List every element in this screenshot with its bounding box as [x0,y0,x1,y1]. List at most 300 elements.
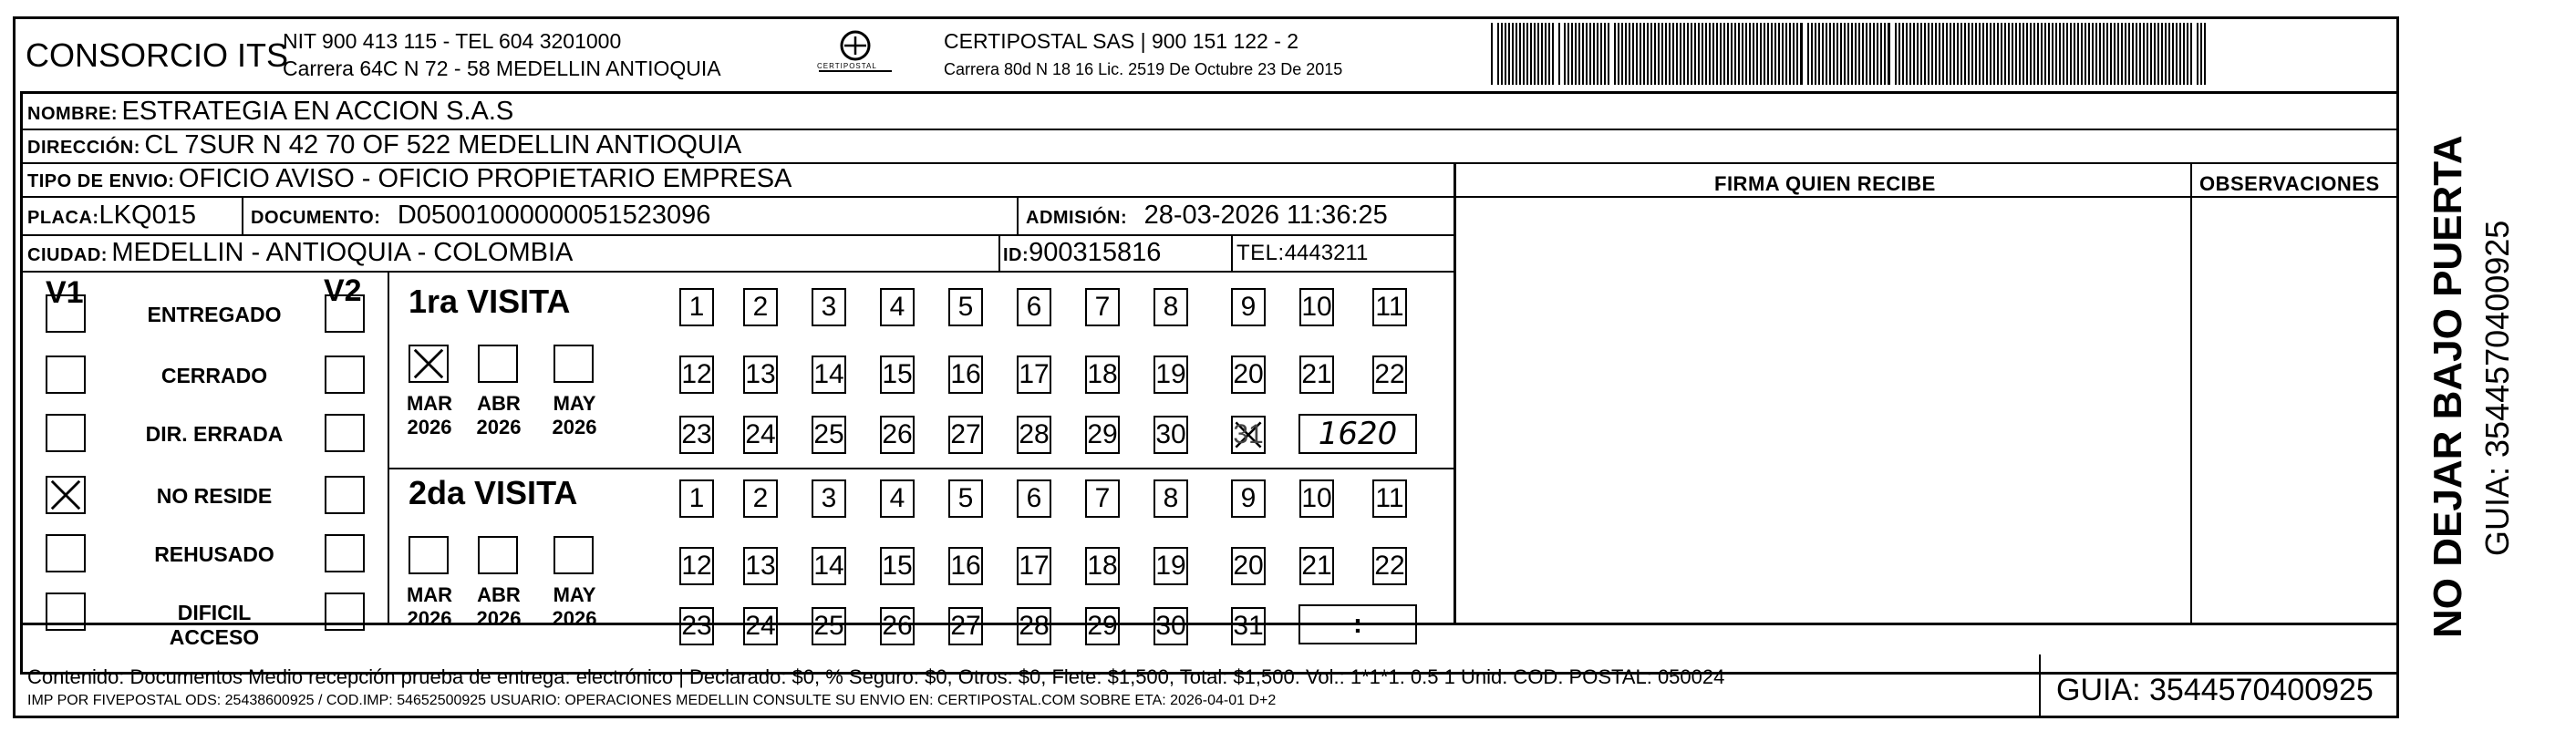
barcode-bar [1519,23,1521,85]
status-label: DIR. ERRADA [145,422,284,446]
barcode-bar [1705,23,1707,85]
barcode-bar [1873,23,1875,85]
barcode-bar [1647,23,1649,85]
barcode-bar [1680,23,1681,85]
day-box[interactable]: 9 [1231,288,1266,326]
v1-label: V1 [46,275,84,310]
barcode-bar [1734,23,1736,85]
barcode-bar [2052,23,2054,85]
barcode-bar [2132,23,2134,85]
barcode-bar [1636,23,1638,85]
barcode-bar [1578,23,1580,85]
barcode-bar [1694,23,1696,85]
company-nit: NIT 900 413 115 - TEL 604 3201000 [283,29,622,53]
barcode-bar [1508,23,1510,85]
month-year: 2026 [407,416,452,438]
barcode-bar [1742,23,1743,85]
day-box[interactable]: 5 [948,479,983,518]
day-box[interactable]: 19 [1154,547,1188,585]
v1-checkbox[interactable] [46,356,86,394]
barcode-bar [2168,23,2170,85]
documento-value: D05001000000051523096 [397,201,711,230]
month-checkbox[interactable] [409,536,449,574]
barcode-bar [1683,23,1685,85]
day-box[interactable]: 29 [1085,607,1120,645]
barcode-bar [1564,23,1566,85]
firma-label: FIRMA QUIEN RECIBE [1714,172,1936,195]
barcode-bar [2074,23,2075,85]
barcode-bar [1669,23,1671,85]
license-line: Carrera 80d N 18 16 Lic. 2519 De Octubre 23 De 2015 [944,60,1343,78]
day-box[interactable]: 22 [1372,356,1407,394]
barcode-bar [1505,23,1506,85]
day-box[interactable]: 18 [1085,356,1120,394]
barcode-bar [1964,23,1966,85]
month-label: ABR [477,392,521,415]
barcode-bar [1880,23,1882,85]
day-box[interactable]: 13 [743,547,778,585]
barcode-bar [2103,23,2105,85]
day-box[interactable]: 28 [1017,416,1051,454]
barcode-bar [2070,23,2072,85]
barcode-bar [1712,23,1714,85]
day-box[interactable]: 20 [1231,547,1266,585]
barcode-bar [1698,23,1700,85]
day-box[interactable]: 25 [812,416,846,454]
barcode-bar [2106,23,2108,85]
month-year: 2026 [407,607,452,630]
barcode-bar [1789,23,1791,85]
month-checkbox[interactable] [553,345,594,383]
barcode-bar [1593,23,1595,85]
day-box[interactable]: 17 [1017,547,1051,585]
day-box[interactable]: 24 [743,607,778,645]
barcode-bar [1720,23,1722,85]
barcode-bar [1501,23,1503,85]
ciudad-label: CIUDAD: [27,245,108,265]
company-name: CONSORCIO ITS [26,36,289,74]
admision-label: ADMISIÓN: [1026,208,1128,228]
barcode-bar [1858,23,1860,85]
day-box[interactable]: 7 [1085,479,1120,518]
placa-label: PLACA: [27,208,99,228]
day-box[interactable]: 4 [880,288,915,326]
barcode-bar [2026,23,2028,85]
ciudad-value: MEDELLIN - ANTIOQUIA - COLOMBIA [111,238,574,267]
barcode-bar [1526,23,1528,85]
day-box[interactable]: 5 [948,288,983,326]
barcode-bar [2012,23,2013,85]
barcode-bar [1654,23,1656,85]
visit2-time: : [1353,609,1362,639]
visit1-time-box[interactable] [1298,414,1417,454]
barcode-bar [1676,23,1678,85]
v2-checkbox[interactable] [325,294,365,333]
barcode-bar [1665,23,1667,85]
day-box[interactable]: 3 [812,479,846,518]
barcode-bar [1632,23,1634,85]
barcode-bar [1800,23,1803,85]
barcode-bar [1567,23,1569,85]
barcode-bar [1702,23,1703,85]
barcode-bar [1847,23,1849,85]
day-box[interactable]: 27 [948,607,983,645]
barcode-bar [1545,23,1547,85]
barcode-bar [1687,23,1689,85]
v1-checkbox[interactable] [46,593,86,631]
admision-value: 28-03-2026 11:36:25 [1143,201,1388,230]
tel-value: 4443211 [1284,241,1369,265]
v1-checkbox[interactable] [46,414,86,452]
barcode-bar [1643,23,1645,85]
id-value: 900315816 [1029,238,1162,267]
month-checkbox[interactable] [409,345,449,383]
barcode-bar [2055,23,2057,85]
barcode-bar [1760,23,1762,85]
day-box[interactable]: 12 [679,547,714,585]
barcode-bar [2187,23,2188,85]
barcode-bar [1902,23,1904,85]
month-label: MAR [406,392,453,415]
barcode-bar [1807,23,1809,85]
status-label: CERRADO [160,364,268,387]
visit2-time-box[interactable] [1298,604,1417,644]
certipostal-logo [810,26,901,78]
barcode-bar [1960,23,1962,85]
observaciones-label: OBSERVACIONES [2199,172,2380,195]
day-box[interactable]: 26 [880,416,915,454]
barcode-bar [2095,23,2097,85]
company-address: Carrera 64C N 72 - 58 MEDELLIN ANTIOQUIA [283,57,721,80]
barcode-bar [1589,23,1591,85]
day-box[interactable]: 1 [679,288,714,326]
barcode-bar [1840,23,1842,85]
barcode-bar [1833,23,1835,85]
barcode-bar [1935,23,1937,85]
tipo-envio-value: OFICIO AVISO - OFICIO PROPIETARIO EMPRESA [178,164,792,193]
day-box[interactable]: 2 [743,288,778,326]
barcode-bar [2023,23,2024,85]
side-text [2407,109,2553,638]
day-box[interactable]: 6 [1017,479,1051,518]
day-box[interactable]: 30 [1154,607,1188,645]
barcode-bar [1771,23,1773,85]
day-box[interactable]: 31 [1231,607,1266,645]
v2-checkbox[interactable] [325,534,365,572]
day-box[interactable]: 2 [743,479,778,518]
day-box[interactable]: 21 [1299,547,1334,585]
barcode-bar [1661,23,1663,85]
barcode-bar [2030,23,2032,85]
day-box[interactable]: 12 [679,356,714,394]
day-box[interactable]: 27 [948,416,983,454]
tipo-envio-label: TIPO DE ENVIO: [27,171,175,191]
barcode-bar [2063,23,2064,85]
day-box[interactable]: 1 [679,479,714,518]
observaciones-area[interactable] [2194,199,2396,622]
barcode-bar [1709,23,1711,85]
footer-contenido: Contenido: Documentos Medio recepción prueba de entrega: electrónico | Declarado: $0, % Seguro: $0, Otros: $0, Flete: $1,500, Total: $1,500. Vol.: 1*1*1. 0.5 1 Unid. COD. POSTAL: 050024 [27,665,1725,688]
day-box[interactable]: 7 [1085,288,1120,326]
day-box[interactable]: 26 [880,607,915,645]
barcode-bar [1982,23,1984,85]
barcode-bar [2041,23,2043,85]
day-box[interactable]: 24 [743,416,778,454]
day-box[interactable]: 15 [880,356,915,394]
barcode-bar [2059,23,2061,85]
barcode-bar [2077,23,2079,85]
barcode-bar [2044,23,2046,85]
barcode-bar [1516,23,1517,85]
barcode-bar [1931,23,1933,85]
barcode-bar [2033,23,2035,85]
day-box[interactable]: 14 [812,356,846,394]
barcode-bar [2136,23,2137,85]
status-label: DIFICIL ACCESO [169,601,260,649]
day-box[interactable]: 19 [1154,356,1188,394]
barcode-bar [1558,23,1560,85]
status-label: ENTREGADO [147,303,282,326]
barcode-bar [1855,23,1857,85]
barcode-bar [1895,23,1897,85]
v1-checkbox[interactable] [46,476,86,514]
barcode-bar [1738,23,1740,85]
footer-imp: IMP POR FIVEPOSTAL ODS: 25438600925 / COD.IMP: 54652500925 USUARIO: OPERACIONES MEDELLIN CONSULTE SU ENVIO EN: CERTIPOSTAL.COM SOBRE ETA: 2026-04-01 D+2 [27,693,1277,708]
barcode-bar [2139,23,2141,85]
day-box[interactable]: 21 [1299,356,1334,394]
barcode-bar [1575,23,1577,85]
barcode-bar [2165,23,2167,85]
barcode-bar [1917,23,1919,85]
barcode-bar [1618,23,1619,85]
barcode-bar [2143,23,2145,85]
barcode-bar [2066,23,2068,85]
barcode-bar [1640,23,1641,85]
barcode-bar [1608,23,1609,85]
nombre-label: NOMBRE: [27,104,119,124]
month-label: MAY [553,583,596,606]
barcode-bar [1621,23,1623,85]
barcode-bar [2081,23,2083,85]
v2-checkbox[interactable] [325,414,365,452]
barcode [1491,23,2211,85]
barcode-bar [1822,23,1824,85]
barcode-bar [2008,23,2010,85]
barcode-bar [1796,23,1798,85]
day-box[interactable]: 6 [1017,288,1051,326]
barcode-bar [2197,23,2198,85]
day-box[interactable]: 4 [880,479,915,518]
barcode-bar [1586,23,1588,85]
side-guia: GUIA: 3544570400925 [2478,220,2516,556]
day-box[interactable]: 30 [1154,416,1188,454]
day-box[interactable]: 9 [1231,479,1266,518]
barcode-bar [1629,23,1630,85]
barcode-bar [1997,23,1999,85]
barcode-bar [1957,23,1959,85]
barcode-bar [2172,23,2174,85]
carrier-line: CERTIPOSTAL SAS | 900 151 122 - 2 [944,29,1299,53]
documento-label: DOCUMENTO: [251,208,381,228]
v1-checkbox[interactable] [46,294,86,333]
barcode-bar [1844,23,1846,85]
day-box[interactable]: 11 [1372,288,1407,326]
barcode-bar [1731,23,1733,85]
day-box[interactable]: 23 [679,607,714,645]
barcode-bar [1826,23,1827,85]
barcode-bar [1778,23,1780,85]
barcode-bar [1672,23,1674,85]
barcode-bar [1753,23,1754,85]
barcode-bar [1782,23,1784,85]
status-label: NO RESIDE [156,484,273,508]
day-box[interactable]: 16 [948,547,983,585]
day-box[interactable]: 11 [1372,479,1407,518]
footer-guia: GUIA: 3544570400925 [2056,673,2374,707]
barcode-bar [1727,23,1729,85]
visit1-title: 1ra VISITA [409,283,571,320]
barcode-bar [1928,23,1929,85]
v2-checkbox[interactable] [325,593,365,631]
side-no-dejar: NO DEJAR BAJO PUERTA [2426,135,2470,638]
barcode-bar [2200,23,2202,85]
barcode-bar [2121,23,2123,85]
barcode-bar [2125,23,2126,85]
barcode-bar [1541,23,1543,85]
firma-area[interactable] [1457,199,2188,622]
barcode-bar [1537,23,1539,85]
barcode-bar [1658,23,1660,85]
barcode-bar [2088,23,2090,85]
barcode-bar [1924,23,1926,85]
day-box[interactable]: 14 [812,547,846,585]
barcode-bar [1950,23,1951,85]
day-box[interactable]: 29 [1085,416,1120,454]
logo-text: CERTIPOSTAL [817,62,877,70]
barcode-bar [1491,23,1493,85]
month-year: 2026 [476,607,522,630]
barcode-bar [1986,23,1988,85]
month-checkbox[interactable] [553,536,594,574]
barcode-bar [1862,23,1864,85]
barcode-bar [1979,23,1981,85]
barcode-bar [1534,23,1536,85]
barcode-bar [2110,23,2112,85]
barcode-bar [2183,23,2185,85]
barcode-bar [1552,23,1554,85]
day-box[interactable]: 13 [743,356,778,394]
month-year: 2026 [552,416,597,438]
barcode-bar [1993,23,1995,85]
barcode-bar [1815,23,1816,85]
barcode-bar [1851,23,1853,85]
v2-checkbox[interactable] [325,356,365,394]
day-box[interactable]: 18 [1085,547,1120,585]
day-box[interactable]: 25 [812,607,846,645]
month-label: MAR [406,583,453,606]
v2-checkbox[interactable] [325,476,365,514]
barcode-bar [1818,23,1820,85]
barcode-bar [1523,23,1525,85]
barcode-bar [1971,23,1973,85]
barcode-bar [1745,23,1747,85]
v2-label: V2 [324,273,362,308]
barcode-bar [2161,23,2163,85]
month-label: ABR [477,583,521,606]
day-box[interactable]: 10 [1299,288,1334,326]
barcode-bar [1548,23,1550,85]
month-checkbox[interactable] [478,536,518,574]
barcode-bar [1764,23,1765,85]
barcode-bar [1909,23,1911,85]
day-box[interactable]: 3 [812,288,846,326]
direccion-label: DIRECCIÓN: [27,138,140,158]
day-box[interactable]: 20 [1231,356,1266,394]
day-box[interactable]: 22 [1372,547,1407,585]
day-box[interactable]: 28 [1017,607,1051,645]
barcode-bar [2114,23,2116,85]
direccion-value: CL 7SUR N 42 70 OF 522 MEDELLIN ANTIOQUIA [144,130,742,160]
barcode-bar [1811,23,1813,85]
barcode-bar [1869,23,1871,85]
day-box[interactable]: 8 [1154,479,1188,518]
barcode-bar [2154,23,2156,85]
barcode-bar [2176,23,2178,85]
barcode-bar [1756,23,1758,85]
day-box[interactable]: 8 [1154,288,1188,326]
visit1-time: 1620 [1318,416,1398,452]
barcode-bar [1582,23,1584,85]
barcode-bar [1829,23,1831,85]
barcode-bar [2099,23,2101,85]
barcode-bar [1614,23,1616,85]
barcode-bar [1600,23,1602,85]
barcode-bar [1975,23,1977,85]
barcode-bar [1946,23,1948,85]
barcode-bar [1906,23,1908,85]
barcode-bar [1571,23,1573,85]
barcode-bar [2147,23,2148,85]
barcode-bar [2019,23,2021,85]
day-box[interactable]: 15 [880,547,915,585]
barcode-bar [2190,23,2192,85]
barcode-bar [1774,23,1776,85]
month-checkbox[interactable] [478,345,518,383]
barcode-bar [2179,23,2181,85]
month-year: 2026 [476,416,522,438]
barcode-bar [2150,23,2152,85]
v1-checkbox[interactable] [46,534,86,572]
day-box[interactable]: 16 [948,356,983,394]
barcode-bar [2157,23,2159,85]
id-label: ID: [1003,245,1029,265]
status-label: REHUSADO [154,542,274,566]
barcode-bar [1691,23,1692,85]
barcode-bar [1866,23,1867,85]
barcode-bar [1767,23,1769,85]
day-box[interactable]: 17 [1017,356,1051,394]
barcode-bar [2004,23,2006,85]
day-box[interactable]: 10 [1299,479,1334,518]
barcode-bar [2001,23,2002,85]
nombre-value: ESTRATEGIA EN ACCION S.A.S [121,97,514,126]
barcode-bar [1939,23,1940,85]
day-box[interactable]: 31 [1231,416,1266,454]
day-box[interactable]: 23 [679,416,714,454]
tel-label: TEL: [1236,241,1285,265]
barcode-bar [1723,23,1725,85]
barcode-bar [1920,23,1922,85]
